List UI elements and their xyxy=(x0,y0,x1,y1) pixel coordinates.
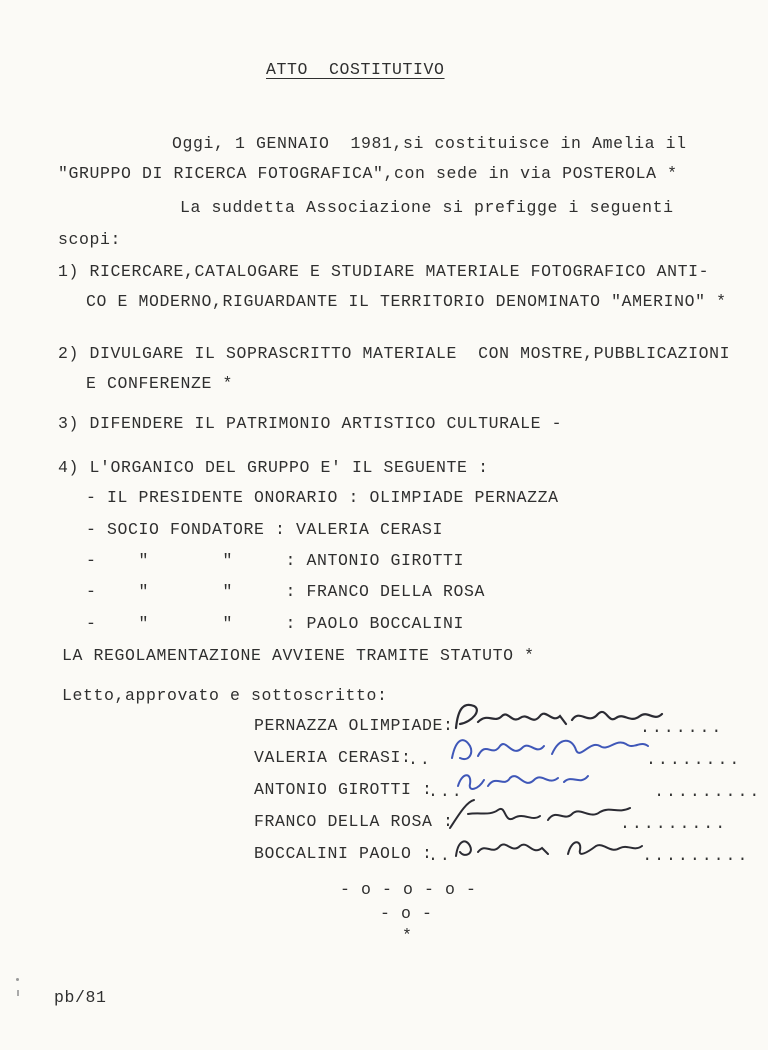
member-line-1: - IL PRESIDENTE ONORARIO : OLIMPIADE PERNAZZA xyxy=(86,488,559,507)
signatory-2: VALERIA CERASI: xyxy=(254,748,412,767)
member-line-4: - " " : FRANCO DELLA ROSA xyxy=(86,582,486,601)
signature-boccalini-paolo xyxy=(448,828,648,868)
signatory-1: PERNAZZA OLIMPIADE: xyxy=(254,716,454,735)
intro-line-4: scopi: xyxy=(58,230,122,249)
point-4-line-1: 4) L'ORGANICO DEL GRUPPO E' IL SEGUENTE : xyxy=(58,458,489,477)
signatory-4: FRANCO DELLA ROSA : xyxy=(254,812,454,831)
point-3-line-1: 3) DIFENDERE IL PATRIMONIO ARTISTICO CULTURALE - xyxy=(58,414,563,433)
member-line-3: - " " : ANTONIO GIROTTI xyxy=(86,551,465,570)
signature-dots-5: .. ......... xyxy=(428,846,750,865)
point-2-line-2: E CONFERENZE * xyxy=(86,374,234,393)
margin-mark xyxy=(16,978,19,981)
signature-dots-4: ......... xyxy=(620,814,728,833)
signatory-5: BOCCALINI PAOLO : xyxy=(254,844,433,863)
document-title: ATTO COSTITUTIVO xyxy=(266,60,445,79)
intro-line-2: "GRUPPO DI RICERCA FOTOGRAFICA",con sede in via POSTEROLA * xyxy=(58,164,678,183)
regulation-line: LA REGOLAMENTAZIONE AVVIENE TRAMITE STATUTO * xyxy=(62,646,535,665)
point-2-line-1: 2) DIVULGARE IL SOPRASCRITTO MATERIALE CON MOSTRE,PUBBLICAZIONI xyxy=(58,344,731,363)
footer-reference: pb/81 xyxy=(54,988,107,1007)
signature-dots-1: ....... xyxy=(640,718,724,737)
intro-line-3: La suddetta Associazione si prefigge i seguenti xyxy=(180,198,674,217)
member-line-2: - SOCIO FONDATORE : VALERIA CERASI xyxy=(86,520,444,539)
member-line-5: - " " : PAOLO BOCCALINI xyxy=(86,614,465,633)
point-1-line-2: CO E MODERNO,RIGUARDANTE IL TERRITORIO DENOMINATO "AMERINO" * xyxy=(86,292,727,311)
intro-line-1: Oggi, 1 GENNAIO 1981,si costituisce in Amelia il xyxy=(172,134,687,153)
closing-ornament-2: - o - xyxy=(380,904,433,923)
closing-ornament-3: * xyxy=(402,926,413,945)
point-1-line-1: 1) RICERCARE,CATALOGARE E STUDIARE MATERIALE FOTOGRAFICO ANTI- xyxy=(58,262,710,281)
approval-line: Letto,approvato e sottoscritto: xyxy=(62,686,388,705)
signature-dots-2: .. ........ xyxy=(408,750,742,769)
signatory-3: ANTONIO GIROTTI : xyxy=(254,780,433,799)
signature-dots-3: ... ......... xyxy=(428,782,762,801)
closing-ornament-1: - o - o - o - xyxy=(340,880,477,899)
margin-mark xyxy=(17,990,19,996)
